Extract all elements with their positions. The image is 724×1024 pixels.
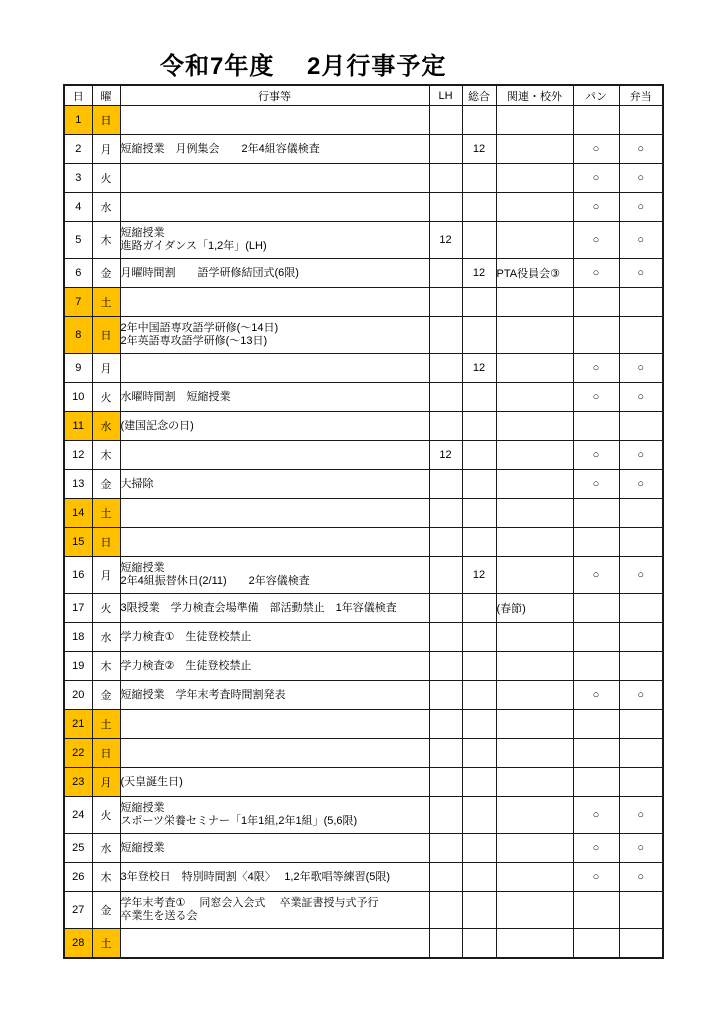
- event-line: 短縮授業: [120, 227, 165, 239]
- weekday-cell: 月: [92, 768, 120, 797]
- bento-mark-cell: ○: [619, 681, 663, 710]
- events-cell: [120, 354, 429, 383]
- weekday-cell: 日: [92, 317, 120, 354]
- pan-mark-cell: [573, 288, 619, 317]
- sogo-cell: 12: [462, 135, 496, 164]
- bento-mark-cell: [619, 768, 663, 797]
- day-cell: 8: [64, 317, 92, 354]
- lh-cell: [429, 710, 462, 739]
- weekday-cell: 土: [92, 710, 120, 739]
- event-line: 学力検査② 生徒登校禁止: [120, 659, 252, 672]
- sogo-cell: [462, 470, 496, 499]
- sogo-cell: 12: [462, 557, 496, 594]
- kanren-cell: [496, 834, 573, 863]
- header-pan: パン: [573, 85, 619, 106]
- pan-mark-cell: ○: [573, 797, 619, 834]
- lh-cell: [429, 288, 462, 317]
- pan-mark-cell: ○: [573, 863, 619, 892]
- lh-cell: [429, 135, 462, 164]
- lh-cell: [429, 863, 462, 892]
- schedule-row: [64, 470, 663, 499]
- sogo-cell: [462, 739, 496, 768]
- pan-mark-cell: [573, 623, 619, 652]
- schedule-row: [64, 528, 663, 557]
- weekday-cell: 水: [92, 623, 120, 652]
- weekday-cell: 水: [92, 412, 120, 441]
- day-cell: 24: [64, 797, 92, 834]
- header-kanren: 関連・校外: [496, 85, 573, 106]
- schedule-header: [64, 85, 663, 106]
- kanren-cell: [496, 354, 573, 383]
- weekday-cell: 金: [92, 470, 120, 499]
- schedule-row: [64, 710, 663, 739]
- schedule-row: [64, 623, 663, 652]
- weekday-cell: 木: [92, 222, 120, 259]
- pan-mark-cell: [573, 768, 619, 797]
- lh-cell: [429, 681, 462, 710]
- events-cell: [120, 652, 429, 681]
- kanren-cell: [496, 412, 573, 441]
- sogo-cell: [462, 681, 496, 710]
- events-cell: [120, 797, 429, 834]
- day-cell: 26: [64, 863, 92, 892]
- lh-cell: [429, 557, 462, 594]
- pan-mark-cell: [573, 499, 619, 528]
- day-cell: 18: [64, 623, 92, 652]
- bento-mark-cell: [619, 652, 663, 681]
- sogo-cell: [462, 710, 496, 739]
- bento-mark-cell: ○: [619, 834, 663, 863]
- sogo-cell: [462, 164, 496, 193]
- schedule-row: [64, 222, 663, 259]
- header-day: 日: [64, 85, 92, 106]
- sogo-cell: [462, 412, 496, 441]
- kanren-cell: [496, 106, 573, 135]
- events-cell: [120, 193, 429, 222]
- day-cell: 17: [64, 594, 92, 623]
- event-line: 卒業生を送る会: [120, 910, 198, 922]
- lh-cell: [429, 652, 462, 681]
- event-line: 大掃除: [120, 477, 154, 490]
- event-line: 3限授業 学力検査会場準備 部活動禁止 1年容儀検査: [120, 601, 397, 614]
- bento-mark-cell: [619, 317, 663, 354]
- day-cell: 6: [64, 259, 92, 288]
- pan-mark-cell: ○: [573, 164, 619, 193]
- event-line: (建国記念の日): [120, 419, 194, 432]
- header-weekday: 曜: [92, 85, 120, 106]
- lh-cell: [429, 623, 462, 652]
- schedule-row: [64, 652, 663, 681]
- pan-mark-cell: ○: [573, 383, 619, 412]
- events-cell: [120, 892, 429, 929]
- weekday-cell: 日: [92, 739, 120, 768]
- event-line: 短縮授業: [120, 802, 165, 814]
- bento-mark-cell: [619, 623, 663, 652]
- kanren-cell: [496, 383, 573, 412]
- event-line: 月曜時間割 語学研修結団式(6限): [120, 266, 299, 279]
- kanren-cell: [496, 797, 573, 834]
- sogo-cell: [462, 288, 496, 317]
- pan-mark-cell: [573, 106, 619, 135]
- schedule-row: [64, 681, 663, 710]
- sogo-cell: [462, 797, 496, 834]
- kanren-cell: [496, 557, 573, 594]
- schedule-table: [63, 84, 664, 959]
- weekday-cell: 木: [92, 441, 120, 470]
- weekday-cell: 月: [92, 135, 120, 164]
- kanren-cell: [496, 768, 573, 797]
- kanren-cell: [496, 317, 573, 354]
- pan-mark-cell: ○: [573, 135, 619, 164]
- events-cell: [120, 135, 429, 164]
- weekday-cell: 火: [92, 594, 120, 623]
- events-cell: [120, 164, 429, 193]
- kanren-cell: [496, 929, 573, 958]
- lh-cell: [429, 797, 462, 834]
- lh-cell: [429, 412, 462, 441]
- weekday-cell: 土: [92, 499, 120, 528]
- event-line: 3年登校日 特別時間割〈4限〉 1,2年歌唱等練習(5限): [120, 870, 391, 883]
- lh-cell: [429, 929, 462, 958]
- bento-mark-cell: ○: [619, 135, 663, 164]
- day-cell: 1: [64, 106, 92, 135]
- kanren-cell: [496, 470, 573, 499]
- bento-mark-cell: [619, 288, 663, 317]
- schedule-row: [64, 739, 663, 768]
- kanren-cell: [496, 288, 573, 317]
- kanren-cell: [496, 623, 573, 652]
- bento-mark-cell: ○: [619, 354, 663, 383]
- day-cell: 13: [64, 470, 92, 499]
- pan-mark-cell: ○: [573, 681, 619, 710]
- kanren-cell: (春節): [496, 594, 573, 623]
- sogo-cell: 12: [462, 354, 496, 383]
- pan-mark-cell: [573, 528, 619, 557]
- event-line: 短縮授業: [120, 562, 165, 574]
- schedule-row: [64, 499, 663, 528]
- event-line: 2年英語専攻語学研修(～13日): [120, 335, 268, 347]
- sogo-cell: 12: [462, 259, 496, 288]
- lh-cell: [429, 834, 462, 863]
- weekday-cell: 木: [92, 863, 120, 892]
- events-cell: [120, 557, 429, 594]
- sogo-cell: [462, 834, 496, 863]
- bento-mark-cell: [619, 929, 663, 958]
- day-cell: 9: [64, 354, 92, 383]
- schedule-row: [64, 317, 663, 354]
- pan-mark-cell: [573, 892, 619, 929]
- lh-cell: [429, 499, 462, 528]
- bento-mark-cell: ○: [619, 222, 663, 259]
- lh-cell: [429, 892, 462, 929]
- events-cell: [120, 863, 429, 892]
- day-cell: 28: [64, 929, 92, 958]
- sogo-cell: [462, 594, 496, 623]
- schedule-row: [64, 768, 663, 797]
- kanren-cell: [496, 681, 573, 710]
- lh-cell: 12: [429, 441, 462, 470]
- events-cell: [120, 383, 429, 412]
- sogo-cell: [462, 652, 496, 681]
- kanren-cell: [496, 135, 573, 164]
- bento-mark-cell: [619, 528, 663, 557]
- schedule-row: [64, 797, 663, 834]
- lh-cell: [429, 259, 462, 288]
- pan-mark-cell: ○: [573, 222, 619, 259]
- schedule-row: [64, 929, 663, 958]
- schedule-row: [64, 354, 663, 383]
- header-lh: LH: [429, 85, 462, 106]
- lh-cell: [429, 768, 462, 797]
- bento-mark-cell: ○: [619, 259, 663, 288]
- lh-cell: [429, 317, 462, 354]
- pan-mark-cell: [573, 929, 619, 958]
- sogo-cell: [462, 528, 496, 557]
- events-cell: [120, 834, 429, 863]
- events-cell: [120, 623, 429, 652]
- events-cell: [120, 929, 429, 958]
- header-bento: 弁当: [619, 85, 663, 106]
- pan-mark-cell: ○: [573, 470, 619, 499]
- event-line: スポーツ栄養セミナー「1年1組,2年1組」(5,6限): [120, 815, 358, 827]
- events-cell: [120, 681, 429, 710]
- schedule-row: [64, 193, 663, 222]
- events-cell: [120, 288, 429, 317]
- pan-mark-cell: [573, 739, 619, 768]
- events-cell: [120, 470, 429, 499]
- kanren-cell: [496, 441, 573, 470]
- day-cell: 27: [64, 892, 92, 929]
- pan-mark-cell: ○: [573, 557, 619, 594]
- pan-mark-cell: [573, 412, 619, 441]
- day-cell: 7: [64, 288, 92, 317]
- events-cell: [120, 739, 429, 768]
- event-line: (天皇誕生日): [120, 775, 183, 788]
- event-line: 短縮授業 学年末考査時間割発表: [120, 688, 286, 701]
- lh-cell: [429, 106, 462, 135]
- schedule-row: [64, 288, 663, 317]
- weekday-cell: 月: [92, 354, 120, 383]
- pan-mark-cell: [573, 710, 619, 739]
- lh-cell: [429, 164, 462, 193]
- pan-mark-cell: [573, 652, 619, 681]
- events-cell: [120, 528, 429, 557]
- bento-mark-cell: [619, 594, 663, 623]
- day-cell: 2: [64, 135, 92, 164]
- day-cell: 12: [64, 441, 92, 470]
- kanren-cell: [496, 892, 573, 929]
- schedule-row: [64, 383, 663, 412]
- bento-mark-cell: ○: [619, 557, 663, 594]
- kanren-cell: PTA役員会③: [496, 259, 573, 288]
- bento-mark-cell: ○: [619, 470, 663, 499]
- lh-cell: [429, 383, 462, 412]
- day-cell: 11: [64, 412, 92, 441]
- schedule-row: [64, 557, 663, 594]
- sogo-cell: [462, 768, 496, 797]
- kanren-cell: [496, 528, 573, 557]
- bento-mark-cell: ○: [619, 383, 663, 412]
- day-cell: 5: [64, 222, 92, 259]
- weekday-cell: 木: [92, 652, 120, 681]
- sogo-cell: [462, 892, 496, 929]
- kanren-cell: [496, 710, 573, 739]
- bento-mark-cell: [619, 710, 663, 739]
- events-cell: [120, 441, 429, 470]
- bento-mark-cell: ○: [619, 797, 663, 834]
- pan-mark-cell: ○: [573, 354, 619, 383]
- header-sogo: 総合: [462, 85, 496, 106]
- sogo-cell: [462, 383, 496, 412]
- sogo-cell: [462, 441, 496, 470]
- events-cell: [120, 499, 429, 528]
- kanren-cell: [496, 164, 573, 193]
- events-cell: [120, 259, 429, 288]
- schedule-row: [64, 164, 663, 193]
- events-cell: [120, 412, 429, 441]
- lh-cell: 12: [429, 222, 462, 259]
- weekday-cell: 水: [92, 834, 120, 863]
- bento-mark-cell: [619, 412, 663, 441]
- day-cell: 15: [64, 528, 92, 557]
- pan-mark-cell: ○: [573, 193, 619, 222]
- kanren-cell: [496, 222, 573, 259]
- schedule-row: [64, 135, 663, 164]
- weekday-cell: 月: [92, 557, 120, 594]
- lh-cell: [429, 470, 462, 499]
- weekday-cell: 火: [92, 797, 120, 834]
- sogo-cell: [462, 193, 496, 222]
- weekday-cell: 金: [92, 681, 120, 710]
- kanren-cell: [496, 193, 573, 222]
- header-row: [64, 85, 663, 106]
- sogo-cell: [462, 317, 496, 354]
- bento-mark-cell: ○: [619, 441, 663, 470]
- events-cell: [120, 594, 429, 623]
- event-line: 2年4組振替休日(2/11) 2年容儀検査: [120, 575, 310, 587]
- sogo-cell: [462, 863, 496, 892]
- day-cell: 20: [64, 681, 92, 710]
- weekday-cell: 火: [92, 164, 120, 193]
- events-cell: [120, 710, 429, 739]
- bento-mark-cell: ○: [619, 164, 663, 193]
- day-cell: 10: [64, 383, 92, 412]
- day-cell: 25: [64, 834, 92, 863]
- events-cell: [120, 222, 429, 259]
- event-line: 短縮授業 月例集会 2年4組容儀検査: [120, 142, 320, 155]
- day-cell: 4: [64, 193, 92, 222]
- day-cell: 22: [64, 739, 92, 768]
- schedule-row: [64, 106, 663, 135]
- schedule-row: [64, 863, 663, 892]
- schedule-row: [64, 412, 663, 441]
- header-events: 行事等: [120, 85, 429, 106]
- day-cell: 19: [64, 652, 92, 681]
- bento-mark-cell: [619, 499, 663, 528]
- page-title: 令和7年度 2月行事予定: [160, 53, 447, 80]
- pan-mark-cell: ○: [573, 834, 619, 863]
- schedule-row: [64, 594, 663, 623]
- kanren-cell: [496, 652, 573, 681]
- day-cell: 14: [64, 499, 92, 528]
- bento-mark-cell: [619, 739, 663, 768]
- sogo-cell: [462, 222, 496, 259]
- weekday-cell: 土: [92, 929, 120, 958]
- weekday-cell: 日: [92, 528, 120, 557]
- day-cell: 21: [64, 710, 92, 739]
- weekday-cell: 水: [92, 193, 120, 222]
- event-line: 学力検査① 生徒登校禁止: [120, 630, 252, 643]
- kanren-cell: [496, 739, 573, 768]
- schedule-row: [64, 834, 663, 863]
- sogo-cell: [462, 499, 496, 528]
- lh-cell: [429, 354, 462, 383]
- weekday-cell: 金: [92, 892, 120, 929]
- bento-mark-cell: [619, 106, 663, 135]
- day-cell: 16: [64, 557, 92, 594]
- sogo-cell: [462, 929, 496, 958]
- bento-mark-cell: ○: [619, 193, 663, 222]
- weekday-cell: 日: [92, 106, 120, 135]
- event-line: 短縮授業: [120, 841, 165, 854]
- lh-cell: [429, 528, 462, 557]
- bento-mark-cell: [619, 892, 663, 929]
- schedule-row: [64, 441, 663, 470]
- schedule-row: [64, 259, 663, 288]
- lh-cell: [429, 739, 462, 768]
- pan-mark-cell: ○: [573, 259, 619, 288]
- weekday-cell: 土: [92, 288, 120, 317]
- kanren-cell: [496, 499, 573, 528]
- event-line: 2年中国語専攻語学研修(～14日): [120, 322, 279, 334]
- sogo-cell: [462, 623, 496, 652]
- schedule-row: [64, 892, 663, 929]
- day-cell: 3: [64, 164, 92, 193]
- events-cell: [120, 317, 429, 354]
- pan-mark-cell: [573, 317, 619, 354]
- events-cell: [120, 106, 429, 135]
- event-line: 進路ガイダンス「1,2年」(LH): [120, 240, 267, 252]
- lh-cell: [429, 594, 462, 623]
- pan-mark-cell: [573, 594, 619, 623]
- bento-mark-cell: ○: [619, 863, 663, 892]
- events-cell: [120, 768, 429, 797]
- schedule-body: [64, 106, 663, 958]
- weekday-cell: 火: [92, 383, 120, 412]
- day-cell: 23: [64, 768, 92, 797]
- sogo-cell: [462, 106, 496, 135]
- lh-cell: [429, 193, 462, 222]
- event-line: 水曜時間割 短縮授業: [120, 390, 231, 403]
- kanren-cell: [496, 863, 573, 892]
- event-line: 学年末考査① 同窓会入会式 卒業証書授与式予行: [120, 897, 379, 909]
- weekday-cell: 金: [92, 259, 120, 288]
- pan-mark-cell: ○: [573, 441, 619, 470]
